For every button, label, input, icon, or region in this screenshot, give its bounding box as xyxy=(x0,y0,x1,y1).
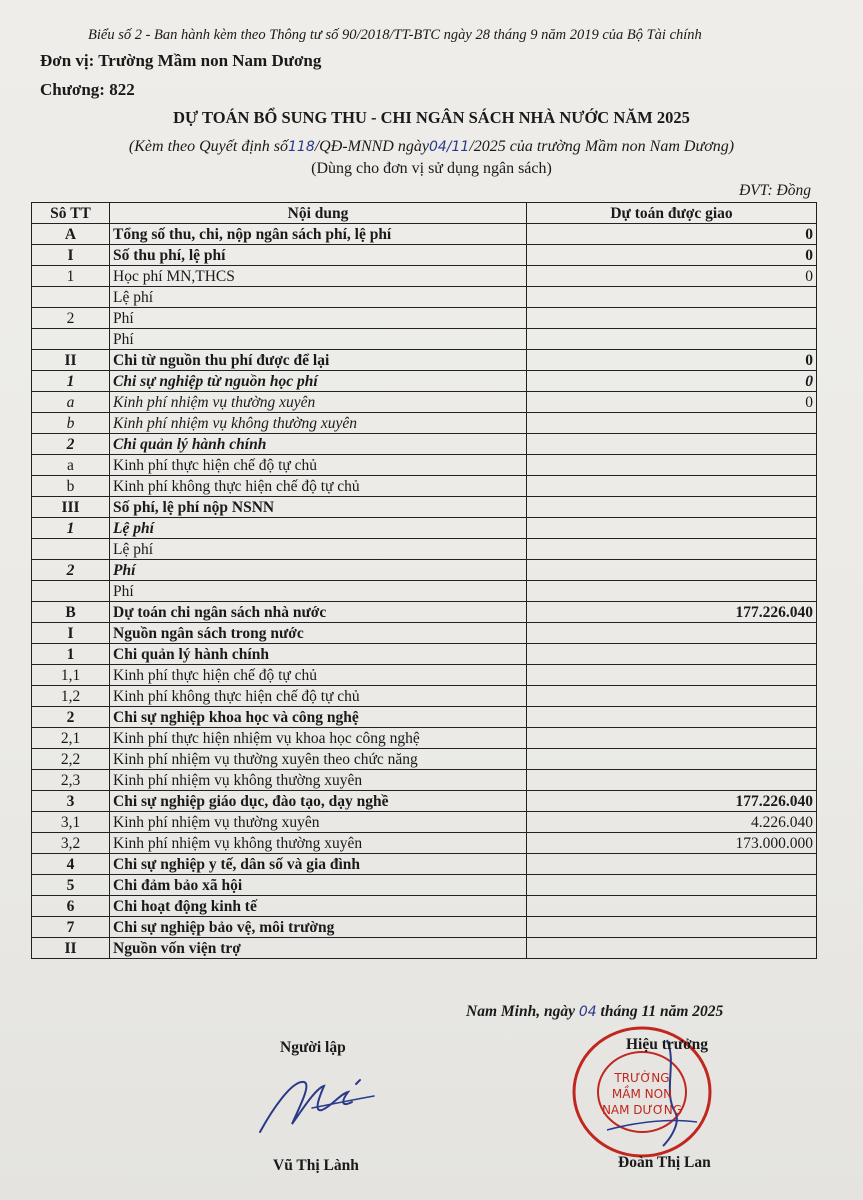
row-amount xyxy=(527,686,817,707)
row-stt: 2 xyxy=(32,707,110,728)
row-stt: III xyxy=(32,497,110,518)
row-content: Chi quản lý hành chính xyxy=(110,434,527,455)
table-row xyxy=(32,875,817,896)
row-stt: 5 xyxy=(32,875,110,896)
row-stt: II xyxy=(32,350,110,371)
row-amount: 0 xyxy=(527,266,817,287)
row-content: Nguồn ngân sách trong nước xyxy=(110,623,527,644)
row-amount: 0 xyxy=(527,392,817,413)
table-row xyxy=(32,686,817,707)
row-content: Chi sự nghiệp khoa học và công nghệ xyxy=(110,707,527,728)
subtitle-suffix: /2025 của trường Mầm non Nam Dương) xyxy=(469,138,735,155)
row-content: Kinh phí thực hiện nhiệm vụ khoa học công nghệ xyxy=(110,728,527,749)
row-amount: 0 xyxy=(527,371,817,392)
row-content: Dự toán chi ngân sách nhà nước xyxy=(110,602,527,623)
subtitle-mid: /QĐ-MNND ngày xyxy=(314,138,429,155)
row-amount xyxy=(527,287,817,308)
row-stt xyxy=(32,581,110,602)
row-content: Kinh phí nhiệm vụ thường xuyên xyxy=(110,392,527,413)
principal-name: Đoàn Thị Lan xyxy=(618,1154,711,1171)
row-content: Chi sự nghiệp giáo dục, đào tạo, dạy nghề xyxy=(110,791,527,812)
row-content: Chi quản lý hành chính xyxy=(110,644,527,665)
table-row xyxy=(32,287,817,308)
table-row xyxy=(32,665,817,686)
row-stt xyxy=(32,287,110,308)
row-content: Chi hoạt động kinh tế xyxy=(110,896,527,917)
row-stt: 1,2 xyxy=(32,686,110,707)
row-content: Lệ phí xyxy=(110,539,527,560)
table-row xyxy=(32,938,817,959)
row-amount: 0 xyxy=(527,245,817,266)
table-row xyxy=(32,392,817,413)
header-content: Nội dung xyxy=(110,203,527,224)
row-content: Chi đảm bảo xã hội xyxy=(110,875,527,896)
row-amount xyxy=(527,644,817,665)
table-row xyxy=(32,434,817,455)
row-stt: I xyxy=(32,623,110,644)
table-row xyxy=(32,308,817,329)
date-day: 04 xyxy=(578,1004,597,1020)
row-amount xyxy=(527,749,817,770)
row-content: Lệ phí xyxy=(110,287,527,308)
row-amount xyxy=(527,917,817,938)
row-content: Kinh phí nhiệm vụ thường xuyên xyxy=(110,812,527,833)
row-amount xyxy=(527,581,817,602)
row-amount xyxy=(527,434,817,455)
table-row xyxy=(32,224,817,245)
row-stt: B xyxy=(32,602,110,623)
row-content: Số phí, lệ phí nộp NSNN xyxy=(110,497,527,518)
row-amount xyxy=(527,560,817,581)
row-amount xyxy=(527,539,817,560)
decision-number: 118 xyxy=(288,139,315,155)
row-stt: 7 xyxy=(32,917,110,938)
table-row xyxy=(32,371,817,392)
preparer-signature-icon xyxy=(252,1070,382,1140)
row-amount xyxy=(527,497,817,518)
table-row xyxy=(32,728,817,749)
row-stt: 2,2 xyxy=(32,749,110,770)
row-content: Kinh phí không thực hiện chế độ tự chủ xyxy=(110,476,527,497)
row-stt: 2 xyxy=(32,560,110,581)
row-stt: b xyxy=(32,413,110,434)
table-row xyxy=(32,602,817,623)
row-amount: 177.226.040 xyxy=(527,791,817,812)
budget-chapter: Chương: 822 xyxy=(40,80,135,99)
table-row xyxy=(32,497,817,518)
row-content: Kinh phí nhiệm vụ không thường xuyên xyxy=(110,413,527,434)
stamp-line-2: MẦM NON xyxy=(611,1087,673,1101)
row-content: Phí xyxy=(110,329,527,350)
row-stt: II xyxy=(32,938,110,959)
document-title: DỰ TOÁN BỔ SUNG THU - CHI NGÂN SÁCH NHÀ NƯỚC NĂM 2025 xyxy=(173,108,690,127)
row-amount xyxy=(527,518,817,539)
row-amount xyxy=(527,728,817,749)
table-row xyxy=(32,455,817,476)
row-stt: 4 xyxy=(32,854,110,875)
row-content: Kinh phí không thực hiện chế độ tự chủ xyxy=(110,686,527,707)
table-row xyxy=(32,833,817,854)
row-amount xyxy=(527,770,817,791)
table-row xyxy=(32,245,817,266)
table-row xyxy=(32,539,817,560)
stamp-line-1: TRƯỜNG xyxy=(614,1071,670,1085)
row-amount xyxy=(527,854,817,875)
header-stt: Sô TT xyxy=(32,203,110,224)
row-stt: 1 xyxy=(32,371,110,392)
date-prefix: Nam Minh, ngày xyxy=(466,1003,575,1020)
row-content: Kinh phí nhiệm vụ không thường xuyên xyxy=(110,770,527,791)
row-amount xyxy=(527,413,817,434)
row-content: Phí xyxy=(110,581,527,602)
row-content: Phí xyxy=(110,308,527,329)
row-stt: a xyxy=(32,392,110,413)
row-content: Số thu phí, lệ phí xyxy=(110,245,527,266)
row-amount xyxy=(527,665,817,686)
row-content: Chi sự nghiệp y tế, dân số và gia đình xyxy=(110,854,527,875)
header-amount: Dự toán được giao xyxy=(527,203,817,224)
row-content: Chi sự nghiệp từ nguồn học phí xyxy=(110,371,527,392)
row-stt xyxy=(32,539,110,560)
row-content: Chi sự nghiệp bảo vệ, môi trường xyxy=(110,917,527,938)
row-stt: 1 xyxy=(32,518,110,539)
document-subtitle xyxy=(0,138,863,156)
row-stt: 1 xyxy=(32,266,110,287)
row-amount: 0 xyxy=(527,350,817,371)
row-stt: 3,2 xyxy=(32,833,110,854)
currency-unit: ĐVT: Đồng xyxy=(739,182,811,199)
row-content: Nguồn vốn viện trợ xyxy=(110,938,527,959)
table-header-row xyxy=(32,203,817,224)
preparer-title: Người lập xyxy=(280,1039,346,1056)
row-stt xyxy=(32,329,110,350)
row-stt: 2 xyxy=(32,308,110,329)
row-amount xyxy=(527,896,817,917)
row-amount xyxy=(527,308,817,329)
row-stt: 6 xyxy=(32,896,110,917)
table-row xyxy=(32,749,817,770)
table-row xyxy=(32,518,817,539)
row-amount xyxy=(527,938,817,959)
row-content: Lệ phí xyxy=(110,518,527,539)
row-content: Kinh phí nhiệm vụ không thường xuyên xyxy=(110,833,527,854)
table-row xyxy=(32,623,817,644)
table-row xyxy=(32,896,817,917)
row-amount xyxy=(527,707,817,728)
table-row xyxy=(32,266,817,287)
subtitle-prefix: (Kèm theo Quyết định số xyxy=(128,138,288,155)
table-row xyxy=(32,329,817,350)
principal-title: Hiệu trưởng xyxy=(626,1036,709,1053)
row-amount xyxy=(527,329,817,350)
row-amount: 177.226.040 xyxy=(527,602,817,623)
legal-reference: Biểu số 2 - Ban hành kèm theo Thông tư số 90/2018/TT-BTC ngày 28 tháng 9 năm 2019 của Bộ Tài chính xyxy=(88,27,702,43)
row-content: Kinh phí thực hiện chế độ tự chủ xyxy=(110,455,527,476)
usage-note: (Dùng cho đơn vị sử dụng ngân sách) xyxy=(311,160,552,177)
table-row xyxy=(32,770,817,791)
table-row xyxy=(32,644,817,665)
row-stt: 2 xyxy=(32,434,110,455)
table-row xyxy=(32,791,817,812)
date-suffix: tháng 11 năm 2025 xyxy=(600,1003,724,1020)
row-stt: I xyxy=(32,245,110,266)
row-content: Phí xyxy=(110,560,527,581)
row-stt: 3,1 xyxy=(32,812,110,833)
row-amount xyxy=(527,875,817,896)
decision-date: 04/11 xyxy=(428,139,470,155)
sign-date xyxy=(466,1003,723,1021)
table-row xyxy=(32,854,817,875)
table-row xyxy=(32,560,817,581)
row-stt: b xyxy=(32,476,110,497)
row-stt: 2,1 xyxy=(32,728,110,749)
row-amount xyxy=(527,476,817,497)
row-amount: 173.000.000 xyxy=(527,833,817,854)
budget-table xyxy=(31,202,817,959)
preparer-name: Vũ Thị Lành xyxy=(273,1157,359,1174)
table-row xyxy=(32,917,817,938)
row-content: Học phí MN,THCS xyxy=(110,266,527,287)
row-stt: a xyxy=(32,455,110,476)
table-row xyxy=(32,812,817,833)
table-row xyxy=(32,581,817,602)
row-stt: 1 xyxy=(32,644,110,665)
table-row xyxy=(32,413,817,434)
row-content: Chi từ nguồn thu phí được để lại xyxy=(110,350,527,371)
stamp-line-3: NAM DƯƠNG xyxy=(601,1103,683,1117)
row-amount: 4.226.040 xyxy=(527,812,817,833)
row-amount xyxy=(527,623,817,644)
row-amount: 0 xyxy=(527,224,817,245)
row-content: Kinh phí thực hiện chế độ tự chủ xyxy=(110,665,527,686)
row-stt: A xyxy=(32,224,110,245)
row-stt: 3 xyxy=(32,791,110,812)
table-row xyxy=(32,707,817,728)
row-stt: 1,1 xyxy=(32,665,110,686)
row-stt: 2,3 xyxy=(32,770,110,791)
row-content: Kinh phí nhiệm vụ thường xuyên theo chức năng xyxy=(110,749,527,770)
table-row xyxy=(32,350,817,371)
table-row xyxy=(32,476,817,497)
organization-unit: Đơn vị: Trường Mầm non Nam Dương xyxy=(40,51,322,70)
row-amount xyxy=(527,455,817,476)
row-content: Tổng số thu, chi, nộp ngân sách phí, lệ phí xyxy=(110,224,527,245)
